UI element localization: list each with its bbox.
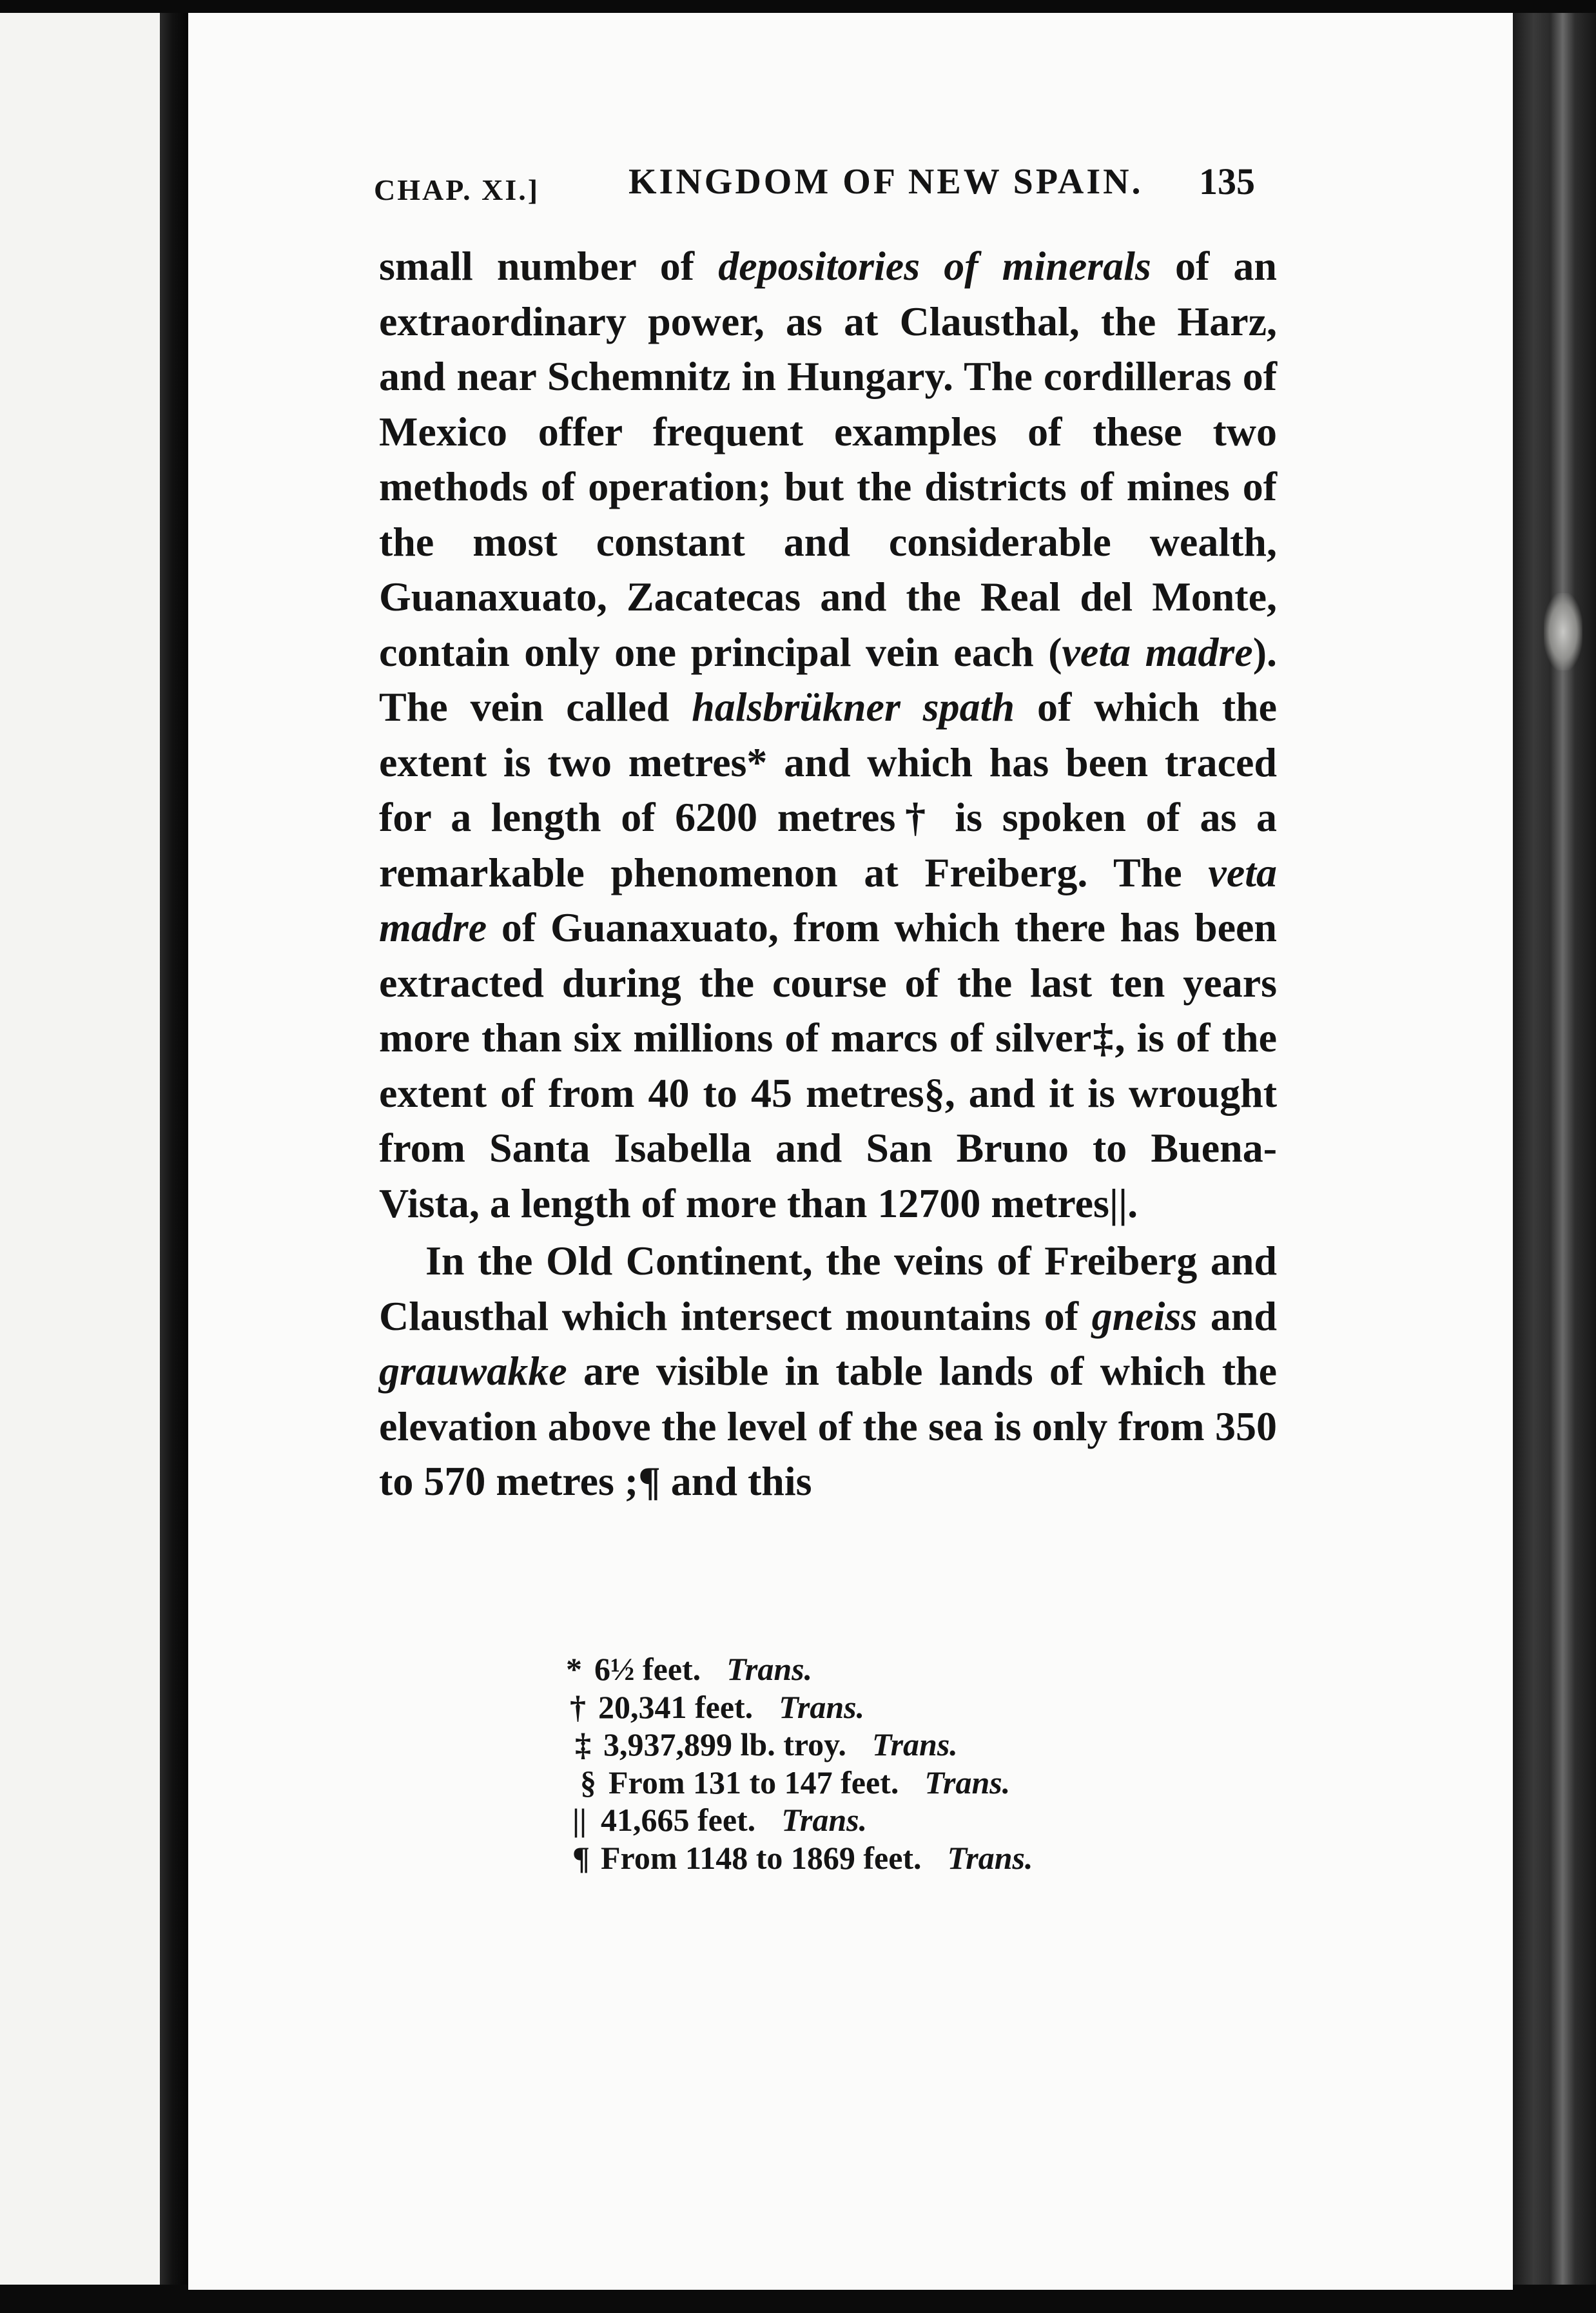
footnote <box>561 1726 1141 1764</box>
footnote-mark: ¶ <box>572 1839 590 1876</box>
footnote-text: From 131 to 147 feet. <box>608 1764 899 1801</box>
running-title: KINGDOM OF NEW SPAIN. <box>628 162 1143 202</box>
text-run: of an extraordinary power, as at Clausthal, the Harz, and near Schemnitz in Hungary. The cordilleras of Mexico offer frequent examples of these two methods of operation; but the districts of mines of the most constant and considerable wealth, Guanaxuato, Zacatecas and the Real del Monte, contain only one principal vein each ( <box>379 243 1278 675</box>
edge-stain <box>1544 593 1582 670</box>
footnote-mark: ‡ <box>575 1726 591 1762</box>
paragraph-2 <box>379 1233 1277 1509</box>
footnote-trans: Trans. <box>924 1764 1011 1801</box>
footnote <box>561 1801 1141 1839</box>
footnote-mark: || <box>572 1802 587 1838</box>
page-stack-edge <box>1513 13 1596 2295</box>
footnote-text: 41,665 feet. <box>601 1802 756 1838</box>
italic-phrase: veta madre <box>379 849 1277 950</box>
italic-phrase: gneiss <box>1091 1293 1198 1339</box>
text-run: and <box>1197 1293 1278 1339</box>
footnote-trans: Trans. <box>781 1802 868 1838</box>
italic-phrase: depositories of minerals <box>718 243 1151 289</box>
italic-phrase: grauwakke <box>379 1348 567 1394</box>
footnote-text: From 1148 to 1869 feet. <box>601 1839 922 1876</box>
body-text <box>379 239 1277 1509</box>
footnote-trans: Trans. <box>726 1651 813 1687</box>
text-run: small number of <box>379 243 719 289</box>
footnote <box>561 1839 1141 1877</box>
facing-page-edge <box>0 13 160 2285</box>
italic-phrase: veta madre <box>1062 629 1253 675</box>
text-run: of which the extent is two metres* and which has been traced for a length of 6200 metres† is spoken of as a remarkable phenomenon at Freiberg. The <box>379 684 1278 895</box>
footnote-trans: Trans. <box>779 1688 865 1725</box>
footnote-text: 6½ feet. <box>594 1651 701 1687</box>
text-run: In the Old Continent, the veins of Freiberg and Clausthal which intersect mountains of <box>379 1238 1277 1339</box>
text-run: are visible in table lands of which the elevation above the level of the sea is only from 350 to 570 metres ;¶ and this <box>379 1348 1277 1504</box>
book-gutter <box>160 13 188 2285</box>
footnote-text: 3,937,899 lb. troy. <box>603 1726 846 1762</box>
scan-top-border <box>0 0 1596 13</box>
paragraph-1 <box>379 239 1277 1231</box>
chapter-reference: CHAP. XI.] <box>374 173 540 206</box>
text-run: of Guanaxuato, from which there has been extracted during the course of the last ten years more than six millions of marcs of silver‡, is of the extent of from 40 to 45 metres§, and it is wrought from Santa Isabella and San Bruno to Buena-Vista, a length of more than 12700 metres||. <box>379 904 1277 1226</box>
footnote-mark: * <box>566 1651 582 1687</box>
footnote <box>561 1688 1141 1726</box>
footnote-text: 20,341 feet. <box>598 1688 754 1725</box>
footnote-mark: † <box>570 1688 586 1725</box>
page-number: 135 <box>1199 161 1255 202</box>
footnote-trans: Trans. <box>947 1839 1033 1876</box>
italic-phrase: halsbrükner spath <box>692 684 1015 730</box>
text-run: ). The vein called <box>379 629 1277 730</box>
footnote-trans: Trans. <box>871 1726 958 1762</box>
footnote <box>561 1764 1141 1802</box>
footnote <box>561 1650 1141 1688</box>
footnotes <box>561 1650 1141 1877</box>
footnote-mark: § <box>580 1764 596 1801</box>
running-head <box>374 161 1276 206</box>
